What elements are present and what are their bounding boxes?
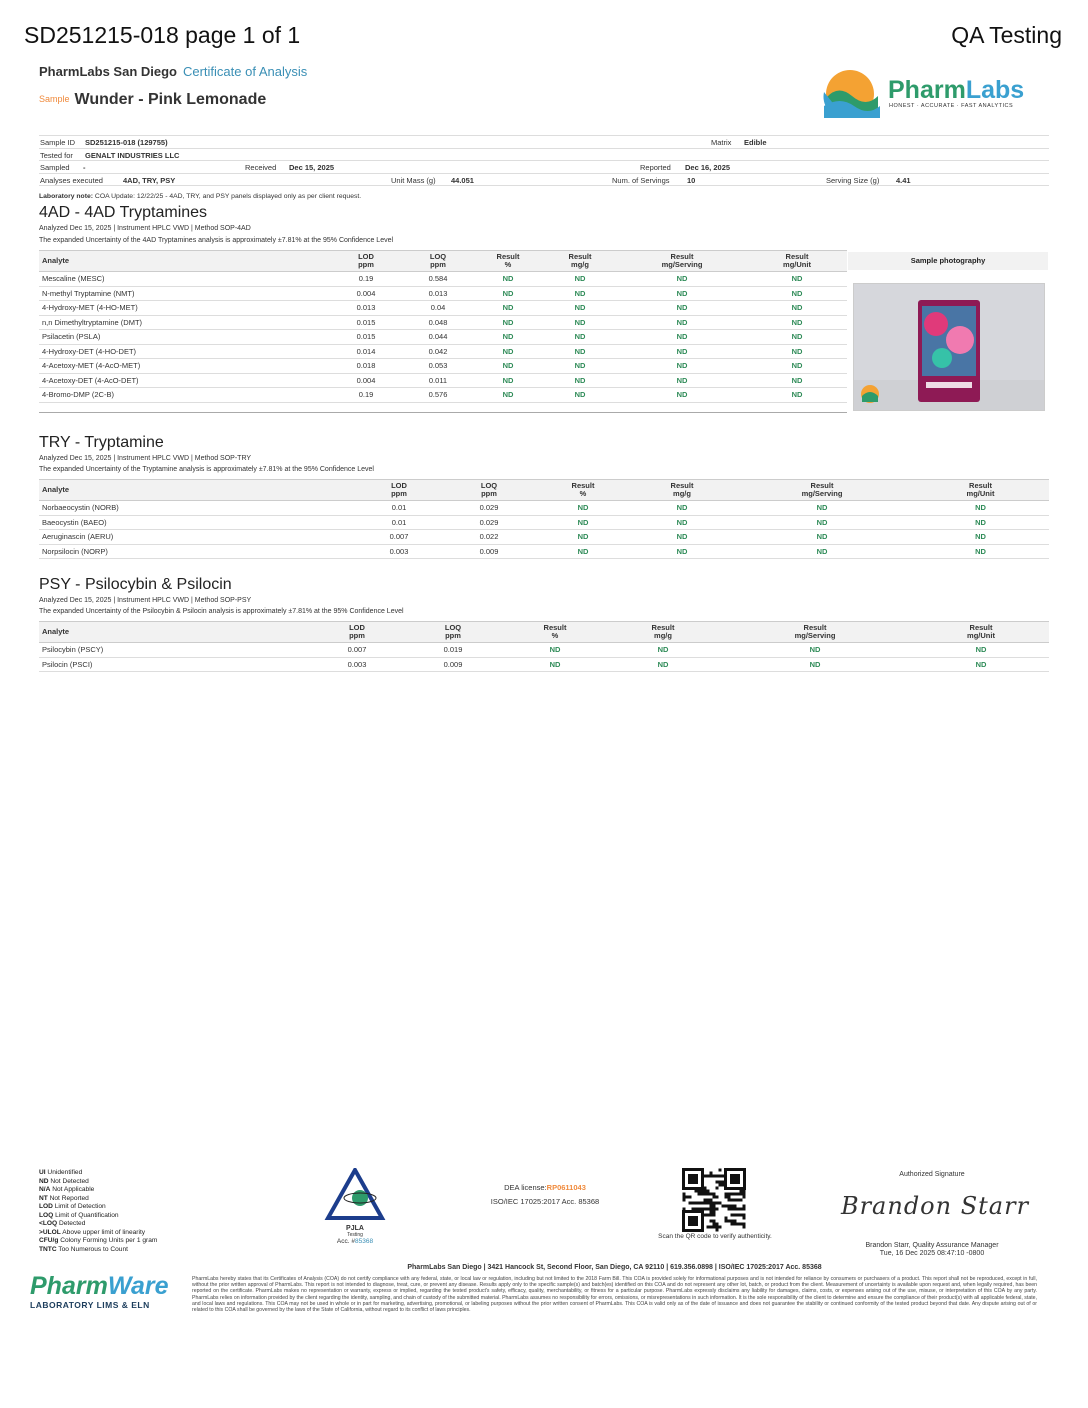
column-header: Result mg/g [609, 622, 717, 643]
dea-number: RP0611043 [546, 1183, 586, 1192]
analyte-name: n,n Dimethyltryptamine (DMT) [39, 315, 329, 330]
result-cell: ND [913, 657, 1049, 672]
analyte-name: Mescaline (MESC) [39, 272, 329, 287]
table-row [39, 330, 847, 345]
info-row [39, 173, 1049, 187]
result-cell: ND [632, 501, 732, 516]
info-row [39, 135, 1049, 148]
analyte-name: Psilocin (PSCI) [39, 657, 309, 672]
pharmware-sub: LABORATORY LIMS & ELN [30, 1300, 150, 1310]
table-row [39, 501, 1049, 516]
acc-number [322, 1238, 388, 1245]
signature-label: Authorized Signature [899, 1171, 965, 1178]
result-cell: ND [543, 272, 617, 287]
analyte-name: Norbaeocystin (NORB) [39, 501, 354, 516]
legend-item: ND Not Detected [39, 1177, 89, 1185]
result-cell: ND [543, 388, 617, 403]
sampled-label: Sampled [40, 163, 70, 172]
result-cell: 0.19 [329, 388, 403, 403]
result-cell: 0.015 [329, 330, 403, 345]
column-header: Result mg/Unit [912, 480, 1049, 501]
column-header: Result % [534, 480, 632, 501]
result-cell: ND [732, 515, 912, 530]
result-cell: ND [543, 330, 617, 345]
section-uncertainty-psy: The expanded Uncertainty of the Psilocybin & Psilocin analysis is approximately ±7.81% at the 95% Confidence Level [39, 608, 404, 615]
table-header-row [39, 622, 1049, 643]
table-row [39, 373, 847, 388]
result-cell: 0.01 [354, 515, 444, 530]
result-cell: ND [913, 643, 1049, 658]
pharmware-wordmark [30, 1272, 170, 1300]
pharmware-text-b: Ware [107, 1272, 169, 1300]
result-cell: 0.044 [403, 330, 473, 345]
table-row [39, 530, 1049, 545]
table-row [39, 544, 1049, 559]
result-cell: ND [543, 359, 617, 374]
result-cell: ND [534, 530, 632, 545]
section-title-psy: PSY - Psilocybin & Psilocin [39, 576, 232, 593]
logo-text-pharm: Pharm [888, 76, 966, 104]
result-cell: ND [473, 344, 543, 359]
column-header: LOD ppm [309, 622, 405, 643]
legend-item: NT Not Reported [39, 1194, 89, 1202]
qa-testing-title: QA Testing [951, 22, 1062, 48]
analyte-name: Norpsilocin (NORP) [39, 544, 354, 559]
result-cell: 0.003 [309, 657, 405, 672]
results-table-psy [39, 621, 1049, 672]
table-header-row [39, 251, 847, 272]
result-cell: ND [747, 373, 847, 388]
iso-accreditation: ISO/IEC 17025:2017 Acc. 85368 [490, 1197, 600, 1206]
column-header: Analyte [39, 622, 309, 643]
result-cell: ND [912, 530, 1049, 545]
pharmware-logo [30, 1272, 170, 1320]
result-cell: ND [617, 373, 747, 388]
result-cell: ND [747, 286, 847, 301]
section-title-4ad: 4AD - 4AD Tryptamines [39, 204, 208, 221]
result-cell: ND [473, 301, 543, 316]
result-cell: ND [912, 501, 1049, 516]
result-cell: ND [747, 315, 847, 330]
received-label: Received [245, 163, 277, 172]
column-header: LOQ ppm [405, 622, 501, 643]
qr-code-icon [682, 1168, 746, 1232]
abbreviation-legend [39, 1169, 157, 1254]
lab-note-text: COA Update: 12/22/25 - 4AD, TRY, and PSY panels displayed only as per client request. [94, 193, 362, 200]
matrix-value: Edible [744, 138, 767, 147]
reported-value: Dec 16, 2025 [685, 163, 731, 172]
result-cell: ND [473, 388, 543, 403]
table-row [39, 315, 847, 330]
result-cell: ND [632, 515, 732, 530]
lab-address: PharmLabs San Diego | 3421 Hancock St, Second Floor, San Diego, CA 92110 | 619.356.0898 | ISO/IEC 17025:2017 Acc. 85368 [407, 1264, 822, 1271]
result-cell: ND [632, 530, 732, 545]
result-cell: 0.013 [329, 301, 403, 316]
column-header: LOQ ppm [403, 251, 473, 272]
result-cell: ND [473, 315, 543, 330]
table-row [39, 286, 847, 301]
result-cell: 0.01 [354, 501, 444, 516]
result-cell: 0.003 [354, 544, 444, 559]
sample-id: SD251215-018 (129755) [85, 138, 168, 147]
column-header: Result mg/Serving [617, 251, 747, 272]
result-cell: 0.018 [329, 359, 403, 374]
sampled-value: - [83, 163, 86, 172]
pjla-accreditation [322, 1168, 388, 1248]
result-cell: 0.004 [329, 286, 403, 301]
dea-label: DEA license: [504, 1183, 547, 1192]
servings-value: 10 [687, 175, 696, 185]
lab-name: PharmLabs San Diego [39, 64, 177, 79]
pharmware-text-a: Pharm [30, 1272, 108, 1300]
result-cell: ND [534, 501, 632, 516]
pjla-logo-icon [322, 1168, 388, 1220]
result-cell: 0.19 [329, 272, 403, 287]
result-cell: ND [501, 657, 609, 672]
sample-tag: Sample [39, 94, 70, 104]
pjla-label: PJLA [346, 1225, 364, 1232]
result-cell: 0.042 [403, 344, 473, 359]
sample-photo [853, 283, 1045, 411]
legend-item: >ULOL Above upper limit of linearity [39, 1228, 146, 1236]
column-header: Result % [501, 622, 609, 643]
sample-name: Wunder - Pink Lemonade [74, 91, 267, 108]
analyte-name: Aeruginascin (AERU) [39, 530, 354, 545]
table-header-row [39, 480, 1049, 501]
legend-item: N/A Not Applicable [39, 1186, 95, 1193]
result-cell: ND [543, 286, 617, 301]
result-cell: ND [632, 544, 732, 559]
result-cell: ND [473, 272, 543, 287]
result-cell: ND [543, 315, 617, 330]
section-title-try: TRY - Tryptamine [39, 434, 164, 451]
analyses-value: 4AD, TRY, PSY [123, 175, 176, 185]
lab-note-label: Laboratory note: [39, 193, 94, 200]
servings-label: Num. of Servings [612, 175, 670, 185]
column-header: Analyte [39, 480, 354, 501]
column-header: Result mg/g [632, 480, 732, 501]
section-meta-psy: Analyzed Dec 15, 2025 | Instrument HPLC VWD | Method SOP-PSY [39, 597, 252, 604]
legend-item: LOD Limit of Detection [39, 1203, 106, 1210]
pjla-sub: Testing [347, 1232, 363, 1238]
section-meta-try: Analyzed Dec 15, 2025 | Instrument HPLC VWD | Method SOP-TRY [39, 455, 252, 462]
legend-item: UI Unidentified [39, 1169, 83, 1176]
results-table-4ad [39, 250, 847, 403]
result-cell: ND [617, 388, 747, 403]
result-cell: 0.048 [403, 315, 473, 330]
table-row [39, 643, 1049, 658]
matrix-label: Matrix [711, 138, 732, 147]
table-divider [39, 412, 847, 413]
serving-size-value: 4.41 [896, 175, 911, 185]
logo-emblem-icon [818, 62, 886, 122]
analyte-name: 4-Bromo-DMP (2C-B) [39, 388, 329, 403]
qr-code[interactable] [682, 1168, 746, 1232]
result-cell: ND [717, 657, 913, 672]
dea-license [460, 1183, 630, 1192]
logo-wordmark [888, 76, 1024, 105]
result-cell: ND [473, 286, 543, 301]
result-cell: ND [473, 330, 543, 345]
acc-num: 85368 [354, 1238, 374, 1245]
column-header: Result mg/Serving [717, 622, 913, 643]
result-cell: ND [617, 359, 747, 374]
document-id: SD251215-018 page 1 of 1 [24, 22, 301, 48]
result-cell: 0.029 [444, 515, 534, 530]
result-cell: ND [534, 544, 632, 559]
result-cell: 0.053 [403, 359, 473, 374]
result-cell: ND [617, 330, 747, 345]
analyte-name: 4-Hydroxy-MET (4-HO-MET) [39, 301, 329, 316]
result-cell: 0.019 [405, 643, 501, 658]
analyte-name: N-methyl Tryptamine (NMT) [39, 286, 329, 301]
result-cell: ND [732, 501, 912, 516]
analyte-name: Baeocystin (BAEO) [39, 515, 354, 530]
result-cell: ND [473, 373, 543, 388]
result-cell: ND [732, 530, 912, 545]
table-row [39, 344, 847, 359]
result-cell: ND [912, 515, 1049, 530]
result-cell: ND [617, 286, 747, 301]
table-row [39, 272, 847, 287]
table-row [39, 388, 847, 403]
signature-image: Brandon Starr [840, 1192, 1030, 1220]
signer-name: Brandon Starr, Quality Assurance Manager [865, 1242, 999, 1249]
unit-mass-value: 44.051 [451, 175, 474, 185]
result-cell: ND [732, 544, 912, 559]
tested-for: GENALT INDUSTRIES LLC [85, 150, 180, 160]
sample-line [39, 91, 266, 109]
sample-info [39, 135, 1049, 186]
result-cell: 0.584 [403, 272, 473, 287]
lab-line [39, 64, 307, 79]
sample-photo-header: Sample photography [848, 252, 1048, 270]
logo-text-labs: Labs [965, 76, 1025, 104]
pharmlabs-logo [818, 62, 1050, 124]
legend-item: LOQ Limit of Quantification [39, 1211, 119, 1219]
result-cell: ND [617, 301, 747, 316]
qr-caption: Scan the QR code to verify authenticity. [658, 1233, 772, 1240]
tested-for-label: Tested for [40, 150, 73, 160]
unit-mass-label: Unit Mass (g) [391, 175, 436, 185]
result-cell: 0.576 [403, 388, 473, 403]
table-row [39, 657, 1049, 672]
result-cell: 0.007 [354, 530, 444, 545]
analyte-name: 4-Acetoxy-DET (4-AcO-DET) [39, 373, 329, 388]
result-cell: ND [543, 373, 617, 388]
table-row [39, 515, 1049, 530]
column-header: LOQ ppm [444, 480, 534, 501]
analyte-name: 4-Hydroxy-DET (4-HO-DET) [39, 344, 329, 359]
result-cell: ND [747, 359, 847, 374]
signed-at: Tue, 16 Dec 2025 08:47:10 -0800 [879, 1250, 985, 1257]
result-cell: ND [473, 359, 543, 374]
reported-label: Reported [640, 163, 671, 172]
legend-item: TNTC Too Numerous to Count [39, 1245, 128, 1253]
column-header: Analyte [39, 251, 329, 272]
result-cell: ND [543, 301, 617, 316]
serving-size-label: Serving Size (g) [826, 175, 880, 185]
result-cell: ND [747, 344, 847, 359]
analyte-name: Psilacetin (PSLA) [39, 330, 329, 345]
result-cell: 0.009 [444, 544, 534, 559]
column-header: LOD ppm [329, 251, 403, 272]
table-row [39, 301, 847, 316]
column-header: Result % [473, 251, 543, 272]
section-uncertainty-try: The expanded Uncertainty of the Tryptamine analysis is approximately ±7.81% at the 95% Confidence Level [39, 466, 374, 473]
analyses-label: Analyses executed [40, 175, 103, 185]
section-uncertainty-4ad: The expanded Uncertainty of the 4AD Tryptamines analysis is approximately ±7.81% at the 95% Confidence Level [39, 237, 394, 244]
result-cell: ND [912, 544, 1049, 559]
column-header: Result mg/g [543, 251, 617, 272]
analyte-name: 4-Acetoxy-MET (4-AcO-MET) [39, 359, 329, 374]
result-cell: ND [617, 344, 747, 359]
result-cell: ND [747, 272, 847, 287]
result-cell: ND [717, 643, 913, 658]
product-package-image [854, 284, 1044, 410]
result-cell: 0.04 [403, 301, 473, 316]
result-cell: 0.022 [444, 530, 534, 545]
result-cell: 0.007 [309, 643, 405, 658]
section-meta-4ad: Analyzed Dec 15, 2025 | Instrument HPLC VWD | Method SOP-4AD [39, 225, 251, 232]
info-row [39, 148, 1049, 161]
legend-item: CFU/g Colony Forming Units per 1 gram [39, 1237, 158, 1244]
column-header: Result mg/Serving [732, 480, 912, 501]
column-header: Result mg/Unit [747, 251, 847, 272]
result-cell: 0.009 [405, 657, 501, 672]
legend-item: <LOQ Detected [39, 1220, 86, 1227]
column-header: Result mg/Unit [913, 622, 1049, 643]
result-cell: 0.015 [329, 315, 403, 330]
received-value: Dec 15, 2025 [289, 163, 335, 172]
result-cell: ND [609, 643, 717, 658]
result-cell: 0.013 [403, 286, 473, 301]
doc-type: Certificate of Analysis [182, 64, 308, 79]
result-cell: ND [534, 515, 632, 530]
result-cell: 0.029 [444, 501, 534, 516]
result-cell: ND [617, 272, 747, 287]
legal-disclaimer: PharmLabs hereby states that its Certificates of Analysis (COA) do not certify compliance with any federal, state, or local law or regulation, including but not limited to the 2018 Farm Bill. This COA is provided solely for informational purposes and is not intended for reliance by consumers or purchasers of a product. This report shall not be reproduced, except in full, without the prior written approval of PharmLabs. This report is not intended to diagnose, treat, cure, or prevent any disease. Results apply only to the specific sample(s) and batch(es) identified on this COA and do not represent any other lot, batch, or product from the client. Measurement of uncertainty is available upon request and, when legally required, has been reported on the certificate. PharmLabs makes no representation or warranty, express or implied, regarding the tested product's safety, efficacy, quality, merchantability, or fitness for a particular purpose. PharmLabs expressly disclaims any liability for damages, claims, costs, or expenses arising out of the use, misuse, or interpretation of this COA by any party. PharmLabs relies on information provided by the client regarding the identity, sampling, and chain of custody of the submitted material. PharmLabs assumes no responsibility for errors, omissions, or misrepresentations in such information. It is the sole responsibility of the client to determine and ensure the compliance of their product(s) with all applicable federal, state, and local laws and regulations. This COA may not be used in whole or in part for marketing, advertising, promotional, or labeling purposes without the prior written consent of PharmLabs. This COA is valid only as of the date of issuance and does not guarantee the stability or continued conformity of the tested product beyond that date. Any dispute arising out of or related to this COA shall be governed by the laws of the State of California, without regard to its conflict of laws principles. [192, 1276, 1037, 1314]
analyte-name: Psilocybin (PSCY) [39, 643, 309, 658]
result-cell: 0.004 [329, 373, 403, 388]
results-table-try [39, 479, 1049, 559]
acc-label: Acc. # [336, 1238, 355, 1245]
column-header: LOD ppm [354, 480, 444, 501]
lab-note [39, 193, 361, 200]
table-row [39, 359, 847, 374]
result-cell: ND [609, 657, 717, 672]
result-cell: 0.011 [403, 373, 473, 388]
result-cell: ND [747, 301, 847, 316]
info-row [39, 160, 1049, 173]
result-cell: ND [543, 344, 617, 359]
result-cell: 0.014 [329, 344, 403, 359]
result-cell: ND [747, 330, 847, 345]
result-cell: ND [747, 388, 847, 403]
result-cell: ND [501, 643, 609, 658]
logo-tagline: HONEST · ACCURATE · FAST ANALYTICS [889, 103, 1014, 109]
sample-id-label: Sample ID [40, 138, 76, 147]
result-cell: ND [617, 315, 747, 330]
